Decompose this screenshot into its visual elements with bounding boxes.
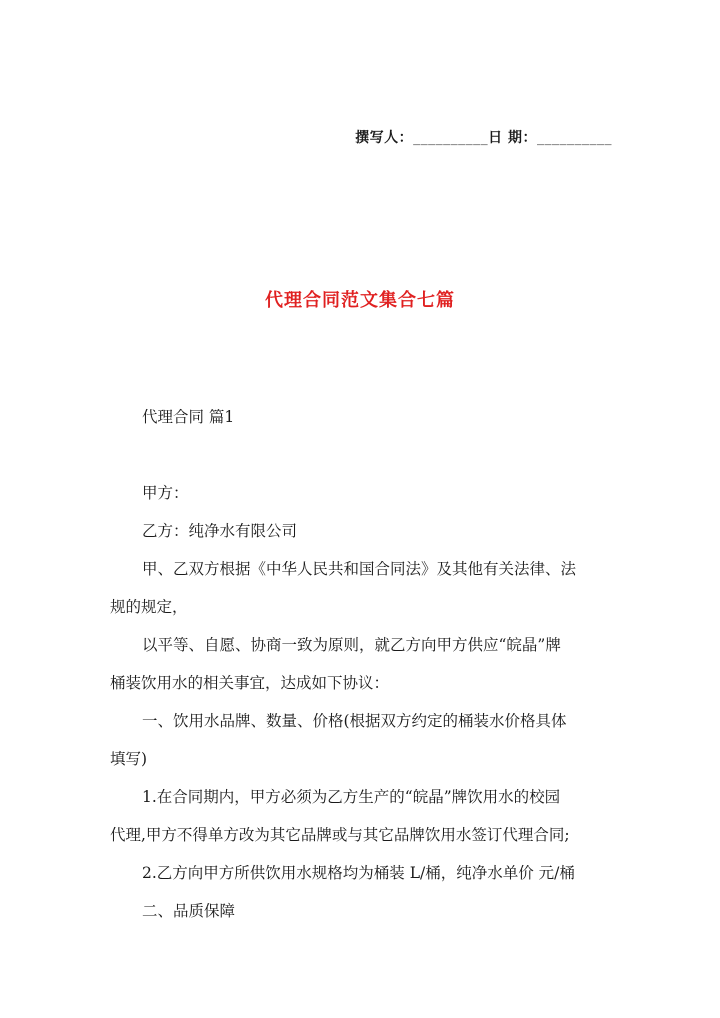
document-body xyxy=(110,398,610,930)
author-blank: __________ xyxy=(413,130,489,146)
author-label: 撰写人： xyxy=(355,130,414,146)
paragraph-line: 以平等、自愿、协商一致为原则，就乙方向甲方供应“皖晶”牌 xyxy=(142,636,561,654)
clause-heading: 二、品质保障 xyxy=(142,902,236,920)
party-a-line: 甲方： xyxy=(142,484,189,502)
clause-heading: 一、饮用水品牌、数量、价格(根据双方约定的桶装水价格具体 xyxy=(142,712,567,730)
document-title: 代理合同范文集合七篇 xyxy=(265,290,455,311)
author-date-line xyxy=(355,127,612,147)
paragraph-line: 填写) xyxy=(110,750,148,768)
date-label: 日 期： xyxy=(488,130,537,146)
date-blank: __________ xyxy=(537,130,612,146)
section-heading: 代理合同 篇1 xyxy=(142,408,235,426)
paragraph-line: 甲、乙双方根据《中华人民共和国合同法》及其他有关法律、法 xyxy=(142,560,577,578)
paragraph-line: 1.在合同期内，甲方必须为乙方生产的“皖晶”牌饮用水的校园 xyxy=(142,788,561,806)
paragraph-line: 规的规定， xyxy=(110,598,188,616)
paragraph-line: 桶装饮用水的相关事宜，达成如下协议： xyxy=(110,674,390,692)
paragraph-line: 2.乙方向甲方所供饮用水规格均为桶装 L/桶，纯净水单价 元/桶 xyxy=(142,864,575,882)
paragraph-line: 代理,甲方不得单方改为其它品牌或与其它品牌饮用水签订代理合同; xyxy=(110,826,570,844)
party-b-line: 乙方：纯净水有限公司 xyxy=(142,522,298,540)
